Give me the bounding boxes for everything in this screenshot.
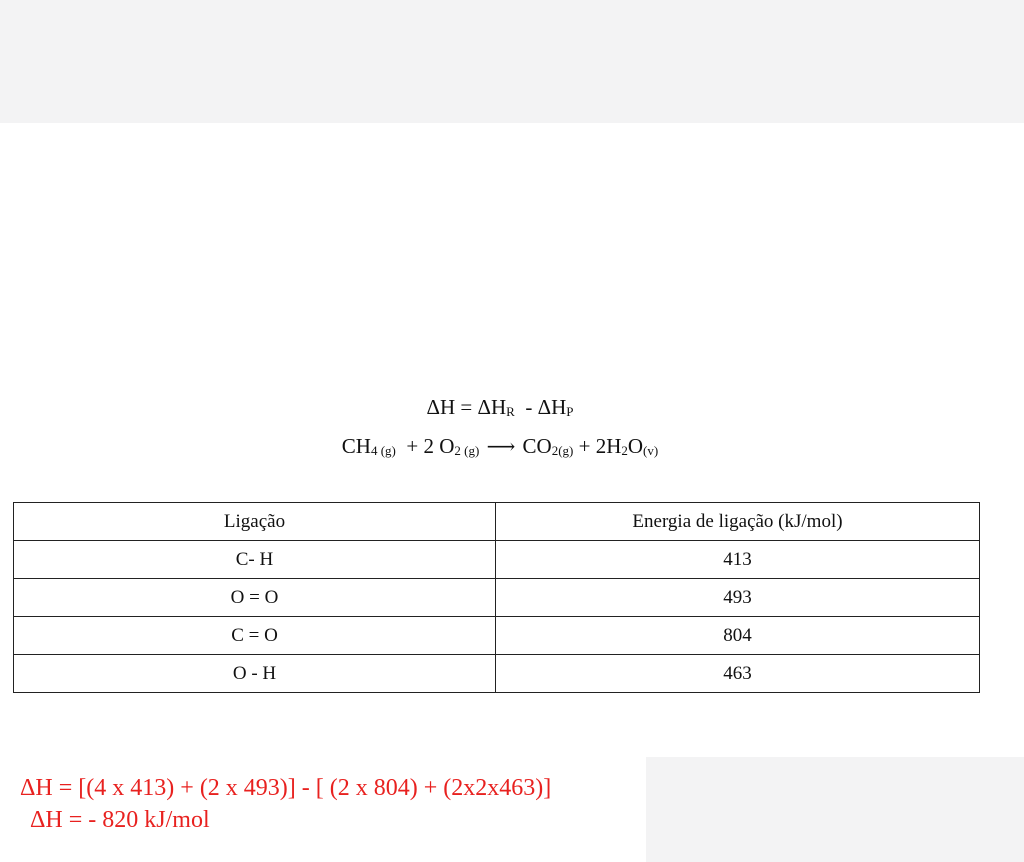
answer-result: ΔH = - 820 kJ/mol <box>30 807 210 833</box>
water-h-subscript: 2 <box>621 443 628 458</box>
carbon-dioxide-formula: CO <box>522 434 552 458</box>
table-row <box>14 579 980 617</box>
reaction-equation <box>0 429 1000 468</box>
energy-cell: 493 <box>496 579 980 617</box>
products-subscript: P <box>566 404 574 419</box>
top-gray-band <box>0 0 1024 123</box>
oxygen-subscript: 2 (g) <box>454 443 480 458</box>
table-row <box>14 655 980 693</box>
reactants-subscript: R <box>506 404 515 419</box>
bond-cell: O = O <box>14 579 496 617</box>
column-header-energy: Energia de ligação (kJ/mol) <box>496 503 980 541</box>
answer-box <box>0 757 646 862</box>
methane-formula: CH <box>341 434 371 458</box>
table-row <box>14 617 980 655</box>
reaction-arrow-icon: ⟶ <box>486 436 516 458</box>
enthalpy-equation <box>0 390 1000 429</box>
answer-text <box>20 772 551 836</box>
enthalpy-mid: - ΔH <box>514 395 567 419</box>
bond-cell: C = O <box>14 617 496 655</box>
water-state-subscript: (v) <box>643 443 659 458</box>
equations-block <box>0 390 1000 468</box>
energy-cell: 413 <box>496 541 980 579</box>
methane-subscript: 4 (g) <box>370 443 396 458</box>
oxygen-term: + 2 O <box>395 434 455 458</box>
table-header-row <box>14 503 980 541</box>
bond-energy-table <box>13 502 980 693</box>
column-header-bond: Ligação <box>14 503 496 541</box>
carbon-dioxide-subscript: 2(g) <box>551 443 574 458</box>
answer-calculation: ΔH = [(4 x 413) + (2 x 493)] - [ (2 x 804) + (2x2x463)] <box>20 775 552 801</box>
energy-cell: 463 <box>496 655 980 693</box>
water-term: + 2H <box>573 434 622 458</box>
bond-cell: O - H <box>14 655 496 693</box>
table-row <box>14 541 980 579</box>
enthalpy-lhs: ΔH = ΔH <box>426 395 507 419</box>
water-o: O <box>627 434 644 458</box>
bond-cell: C- H <box>14 541 496 579</box>
energy-cell: 804 <box>496 617 980 655</box>
